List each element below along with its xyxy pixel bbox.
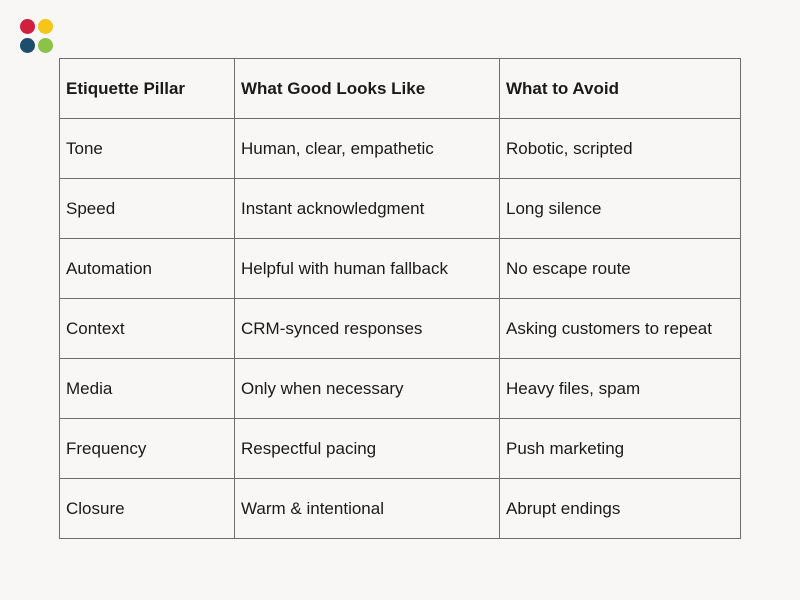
- header-what-good-looks-like: What Good Looks Like: [235, 59, 500, 119]
- etiquette-table: [59, 58, 741, 539]
- header-etiquette-pillar: Etiquette Pillar: [60, 59, 235, 119]
- table-row: [60, 299, 741, 359]
- pillar-cell: Media: [60, 359, 235, 419]
- pillar-cell: Speed: [60, 179, 235, 239]
- table-row: [60, 239, 741, 299]
- logo-dot-yellow: [38, 19, 53, 34]
- good-cell: Only when necessary: [235, 359, 500, 419]
- good-cell: Instant acknowledgment: [235, 179, 500, 239]
- avoid-cell: Robotic, scripted: [500, 119, 741, 179]
- logo-dot-green: [38, 38, 53, 53]
- logo-dot-navy: [20, 38, 35, 53]
- good-cell: Helpful with human fallback: [235, 239, 500, 299]
- avoid-cell: Long silence: [500, 179, 741, 239]
- header-what-to-avoid: What to Avoid: [500, 59, 741, 119]
- table-row: [60, 359, 741, 419]
- pillar-cell: Frequency: [60, 419, 235, 479]
- brand-logo: [18, 19, 56, 55]
- pillar-cell: Context: [60, 299, 235, 359]
- good-cell: CRM-synced responses: [235, 299, 500, 359]
- good-cell: Respectful pacing: [235, 419, 500, 479]
- table-row: [60, 419, 741, 479]
- logo-dot-red: [20, 19, 35, 34]
- pillar-cell: Closure: [60, 479, 235, 539]
- pillar-cell: Tone: [60, 119, 235, 179]
- avoid-cell: Push marketing: [500, 419, 741, 479]
- table-row: [60, 119, 741, 179]
- avoid-cell: No escape route: [500, 239, 741, 299]
- avoid-cell: Abrupt endings: [500, 479, 741, 539]
- etiquette-table-container: [59, 58, 740, 539]
- table-row: [60, 479, 741, 539]
- avoid-cell: Asking customers to repeat: [500, 299, 741, 359]
- pillar-cell: Automation: [60, 239, 235, 299]
- table-header-row: [60, 59, 741, 119]
- good-cell: Warm & intentional: [235, 479, 500, 539]
- table-row: [60, 179, 741, 239]
- avoid-cell: Heavy files, spam: [500, 359, 741, 419]
- good-cell: Human, clear, empathetic: [235, 119, 500, 179]
